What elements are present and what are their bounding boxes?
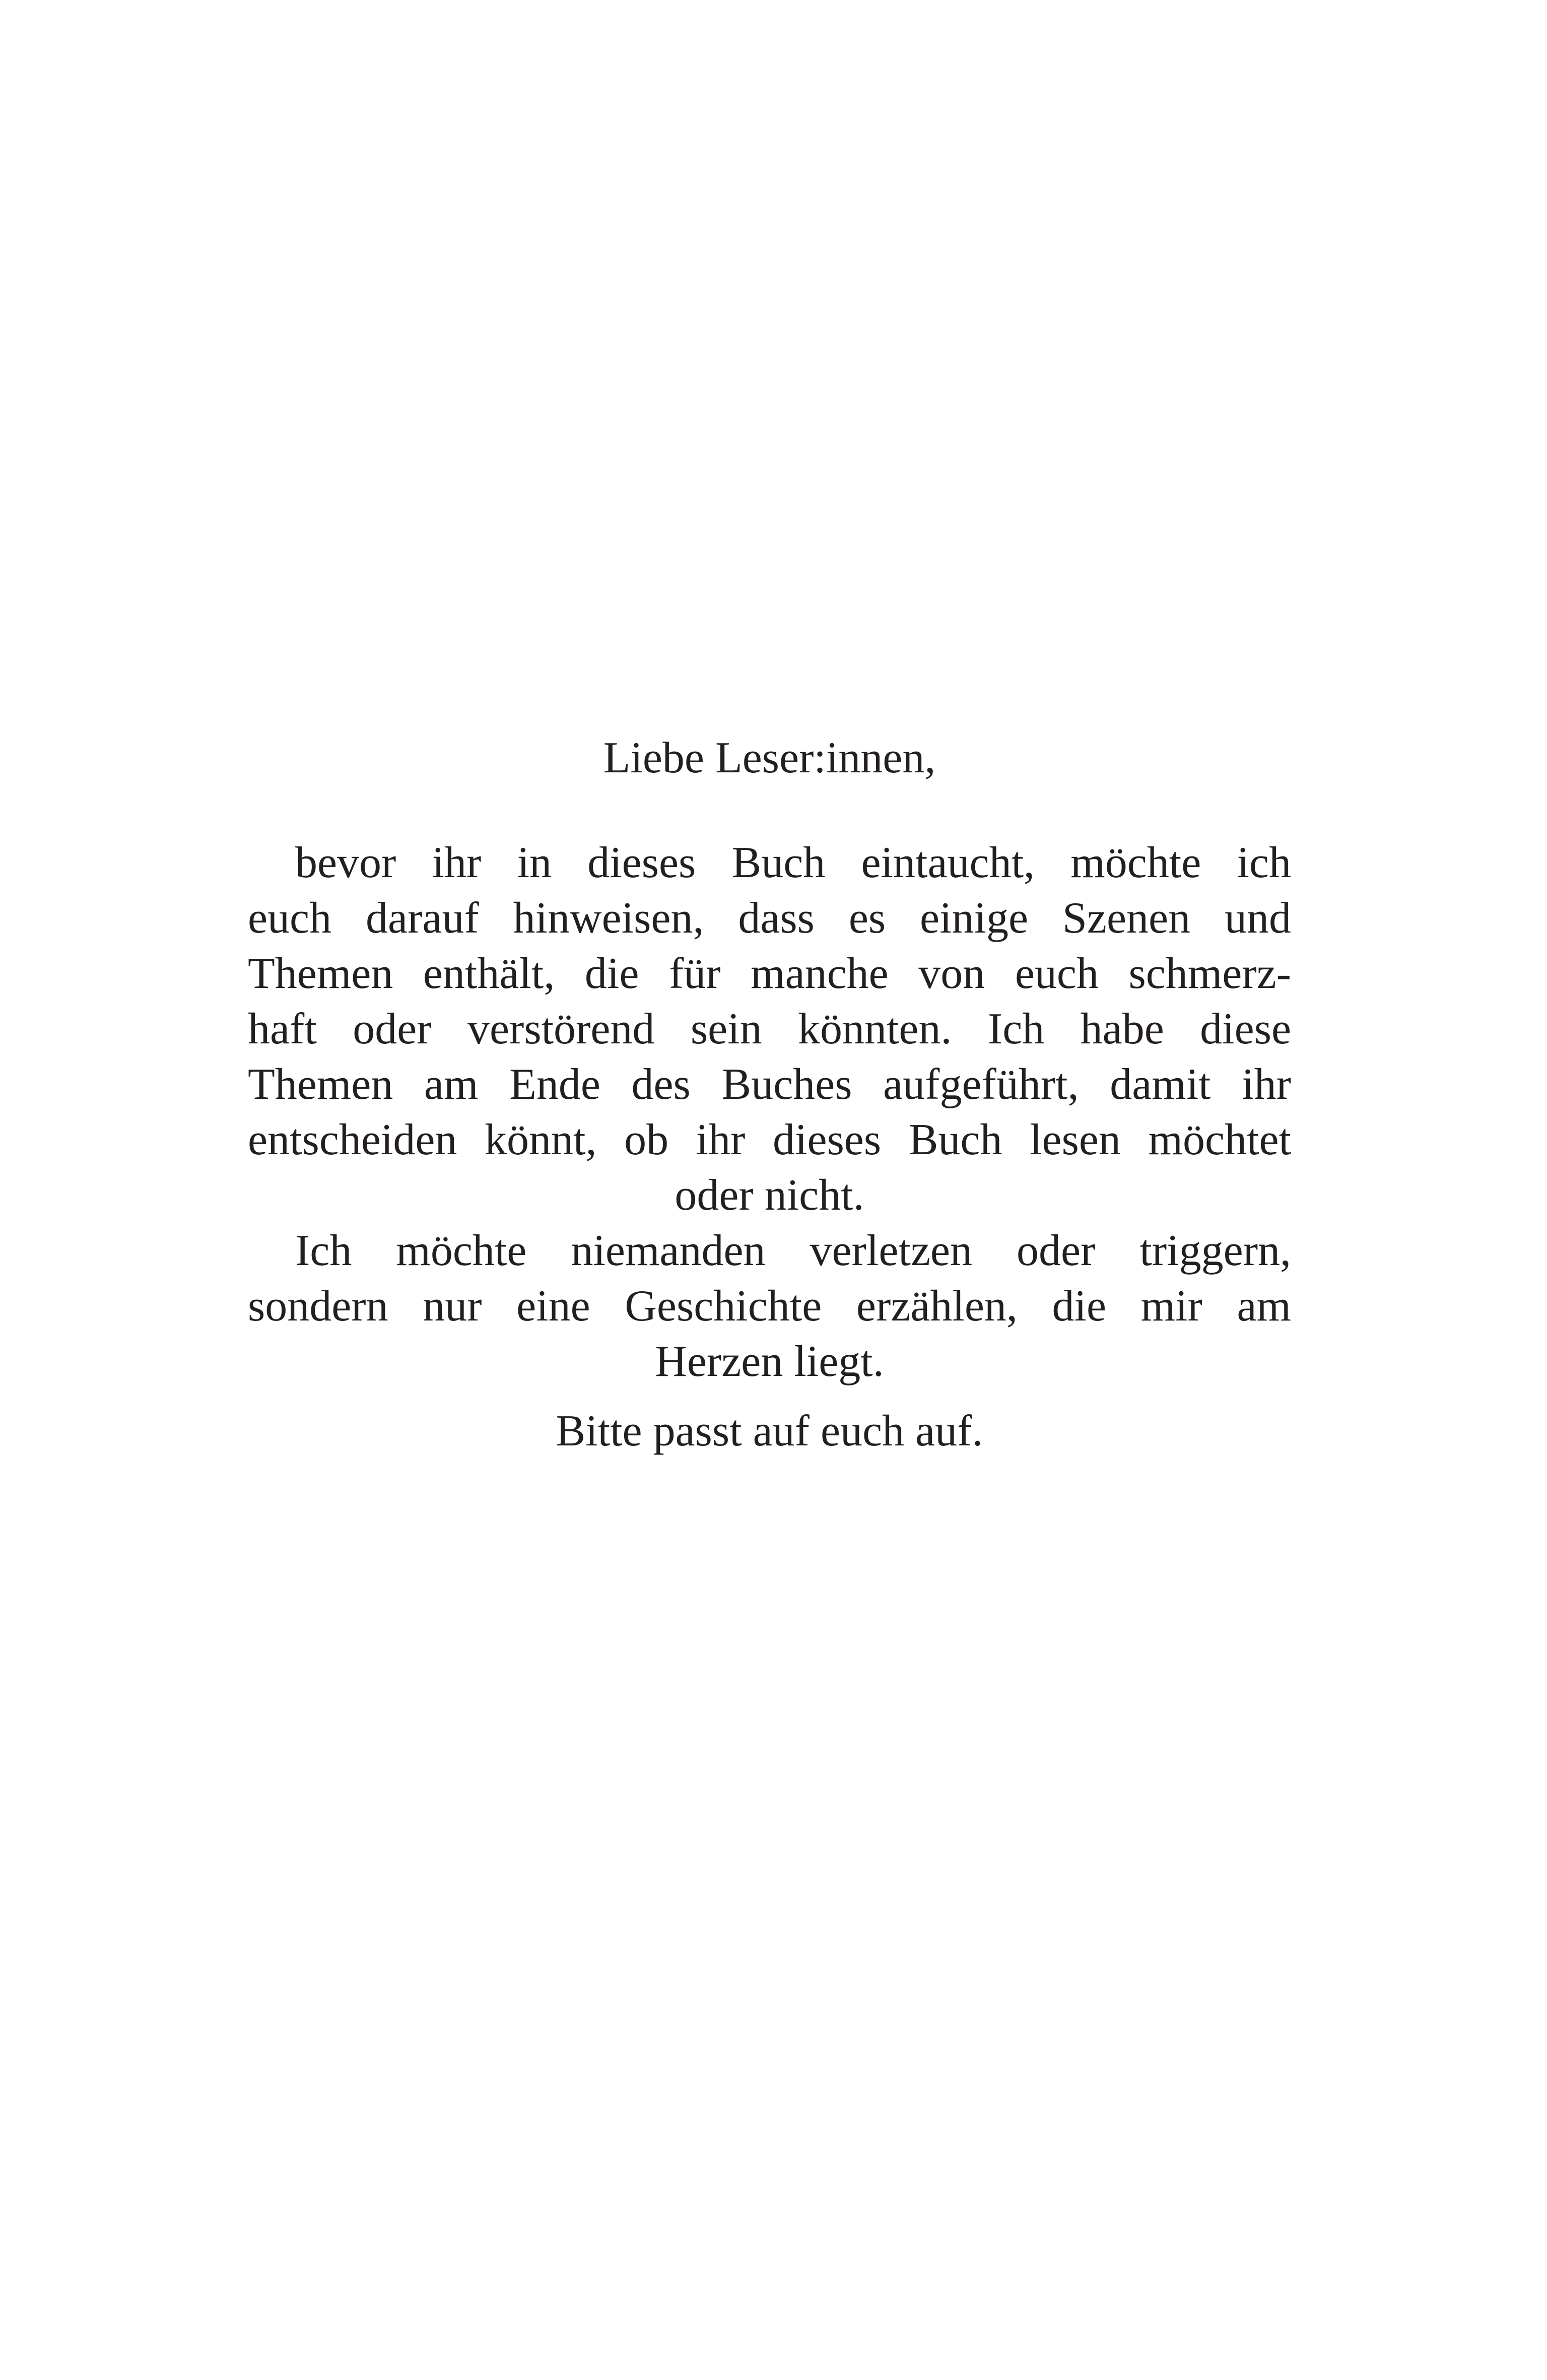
paragraph-2-line: Ich möchte niemanden verletzen oder triggern, (295, 1226, 1291, 1275)
paragraph-1-line: bevor ihr in dieses Buch eintaucht, möchte ich (295, 838, 1291, 887)
salutation-block (248, 731, 1291, 786)
paragraph-1-line: oder nicht. (675, 1171, 864, 1220)
closing-line: Bitte passt auf euch auf. (556, 1407, 983, 1456)
paragraph-1-line: Themen enthält, die für manche von euch schmerz- (248, 949, 1291, 998)
letter-body (248, 835, 1291, 1390)
paragraph-1-line: euch darauf hinweisen, dass es einige Szenen und (248, 894, 1291, 943)
paragraph-2-line: Herzen liegt. (655, 1337, 884, 1386)
paragraph-1-line: entscheiden könnt, ob ihr dieses Buch lesen möchtet (248, 1115, 1291, 1164)
salutation: Liebe Leser:innen, (603, 734, 936, 782)
paragraph-1-line: Themen am Ende des Buches aufgeführt, damit ihr (248, 1060, 1291, 1109)
paragraph-2-line: sondern nur eine Geschichte erzählen, die mir am (248, 1282, 1291, 1331)
closing-block (248, 1404, 1291, 1459)
paragraph-1-line: haft oder verstörend sein könnten. Ich habe diese (248, 1005, 1291, 1053)
